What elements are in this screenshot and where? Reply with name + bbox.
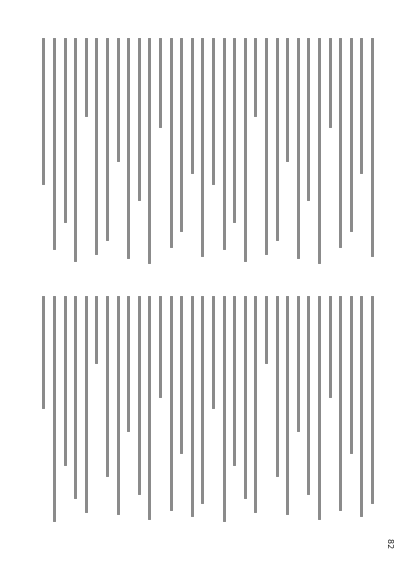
text-column (360, 296, 363, 517)
text-column (350, 296, 353, 454)
text-column (307, 38, 310, 201)
text-column (307, 296, 310, 495)
text-column (117, 38, 120, 162)
text-column (106, 296, 109, 477)
text-column (201, 296, 204, 504)
text-column (42, 38, 45, 185)
text-column (276, 38, 279, 241)
text-column (265, 38, 268, 255)
text-column (276, 296, 279, 477)
text-column (138, 296, 141, 495)
text-column (95, 296, 98, 364)
text-column (85, 296, 88, 513)
text-column (297, 296, 300, 432)
text-column (212, 38, 215, 185)
text-column (127, 38, 130, 259)
text-column (286, 38, 289, 162)
text-column (74, 296, 77, 499)
text-column (265, 296, 268, 364)
text-column (106, 38, 109, 241)
text-column (360, 38, 363, 174)
text-column (180, 296, 183, 454)
text-column (117, 296, 120, 515)
text-column (170, 38, 173, 248)
text-column (233, 38, 236, 223)
text-column (180, 38, 183, 232)
text-column (191, 38, 194, 174)
text-column (371, 38, 374, 257)
text-column (223, 296, 226, 522)
text-column (74, 38, 77, 262)
text-column (339, 296, 342, 511)
text-column (64, 296, 67, 466)
text-column (297, 38, 300, 259)
text-column (159, 296, 162, 398)
text-column (85, 38, 88, 117)
text-column (191, 296, 194, 517)
text-column (64, 38, 67, 223)
text-column (53, 296, 56, 522)
page-number: 82 (386, 539, 395, 550)
text-column (329, 296, 332, 398)
text-column (138, 38, 141, 201)
text-column (148, 296, 151, 520)
text-column (329, 38, 332, 128)
text-column (233, 296, 236, 466)
text-column (371, 296, 374, 504)
text-column (212, 296, 215, 409)
text-column (159, 38, 162, 128)
text-column (286, 296, 289, 515)
text-column (318, 38, 321, 264)
text-column (201, 38, 204, 257)
text-column (148, 38, 151, 264)
text-column (244, 38, 247, 262)
text-column (42, 296, 45, 409)
text-column (254, 296, 257, 513)
text-column (170, 296, 173, 511)
text-column (339, 38, 342, 248)
text-column (95, 38, 98, 255)
text-column (127, 296, 130, 432)
text-column (244, 296, 247, 499)
text-column (223, 38, 226, 250)
text-column (318, 296, 321, 520)
text-column (254, 38, 257, 117)
text-column (53, 38, 56, 250)
text-column (350, 38, 353, 232)
